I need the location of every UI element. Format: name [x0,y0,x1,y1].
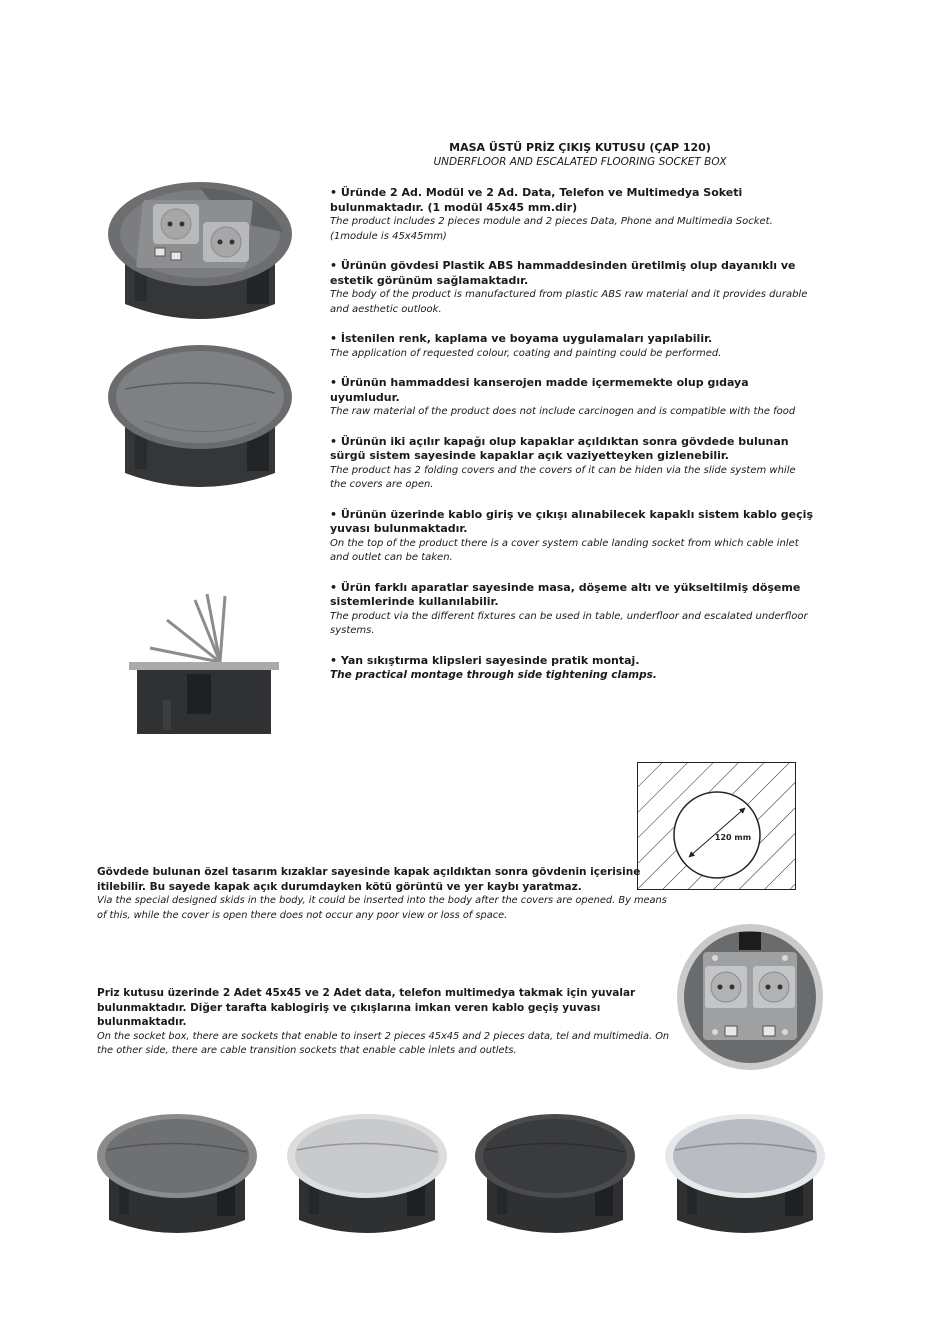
skids-tr: Gövdede bulunan özel tasarım kızaklar sayesinde kapak açıldıktan sonra gövdenin içerisine itilebilir. Bu sayede kapak açık durumdayken kötü görüntü ve yer kaybı yaratmaz. [97,866,641,893]
sockets-tr: Priz kutusu üzerinde 2 Adet 45x45 ve 2 Adet data, telefon multimedya takmak için yuvalar bulunmaktadır. Diğer tarafta kablogiriş ve çıkışlarına imkan veren kablo geçiş yuvası bulunmaktadır. [97,987,636,1028]
feature-tr: • İstenilen renk, kaplama ve boyama uygulamaları yapılabilir. [330,332,713,345]
title-english: UNDERFLOOR AND ESCALATED FLOORING SOCKET BOX [433,156,727,168]
feature-item [330,332,815,361]
skids-paragraph [97,865,672,923]
title-turkish: MASA ÜSTÜ PRİZ ÇIKIŞ KUTUSU (ÇAP 120) [449,141,711,154]
page-title [330,141,830,169]
finish-variant-light-silver [285,1112,450,1240]
feature-tr: • Ürünün gövdesi Plastik ABS hammaddesinden üretilmiş olup dayanıklı ve estetik görünüm sağlamaktadır. [330,259,796,287]
feature-en: The product via the different fixtures can be used in table, underfloor and escalated underfloor systems. [330,610,808,636]
feature-item [330,654,815,683]
feature-tr: • Ürünün üzerinde kablo giriş ve çıkışı alınabilecek kapaklı sistem kablo geçiş yuvası bulunmaktadır. [330,507,813,535]
feature-item [330,435,815,493]
feature-item [330,259,815,317]
feature-en: The practical montage through side tightening clamps. [330,669,657,681]
sockets-en: On the socket box, there are sockets that enable to insert 2 pieces 45x45 and 2 pieces data, tel and multimedia. On the other side, there are cable transition sockets that enable cable inlets and outlets. [97,1030,670,1056]
socket-box-top-view-image [675,922,825,1072]
socket-box-open-image [105,182,295,330]
sockets-paragraph [97,986,672,1059]
feature-en: The body of the product is manufactured from plastic ABS raw material and it provides durable and aesthetic outlook. [330,289,808,315]
finish-variant-black [473,1112,638,1240]
feature-en: The application of requested colour, coating and painting could be performed. [330,347,722,359]
feature-en: The raw material of the product does not include carcinogen and is compatible with the food [330,406,796,417]
feature-tr: • Ürün farklı aparatlar sayesinde masa, döşeme altı ve yükseltilmiş döşeme sistemlerinde kullanılabilir. [330,580,801,608]
finish-variant-dark-grey [95,1112,260,1240]
skids-en: Via the special designed skids in the body, it could be inserted into the body after the covers are opened. By means of this, while the cover is open there does not occur any poor view or loss of space. [97,895,667,921]
feature-item [330,186,815,244]
feature-item [330,581,815,639]
diameter-label: 120 mm [714,833,752,842]
feature-en: The product includes 2 pieces module and 2 pieces Data, Phone and Multimedia Socket. (1module is 45x45mm) [330,216,773,242]
socket-box-closed-image [105,345,295,497]
feature-item [330,376,815,420]
feature-list [330,186,815,698]
feature-tr: • Ürünün hammaddesi kanserojen madde içermemekte olup gıdaya uyumludur. [330,376,749,404]
feature-item [330,508,815,566]
socket-box-side-image [125,590,285,740]
finish-variants-row [95,1112,855,1242]
feature-tr: • Ürünün iki açılır kapağı olup kapaklar açıldıktan sonra gövdede bulunan sürgü sistem sayesinde kapaklar açık vaziyetteyken gizlenebilir. [330,434,789,462]
feature-tr: • Üründe 2 Ad. Modül ve 2 Ad. Data, Telefon ve Multimedya Soketi bulunmaktadır. (1 modül 45x45 mm.dir) [330,186,743,214]
finish-variant-chrome [663,1112,828,1240]
feature-en: The product has 2 folding covers and the covers of it can be hiden via the slide system while the covers are open. [330,464,796,490]
feature-tr: • Yan sıkıştırma klipsleri sayesinde pratik montaj. [330,653,640,667]
feature-en: On the top of the product there is a cover system cable landing socket from which cable inlet and outlet can be taken. [330,537,799,563]
